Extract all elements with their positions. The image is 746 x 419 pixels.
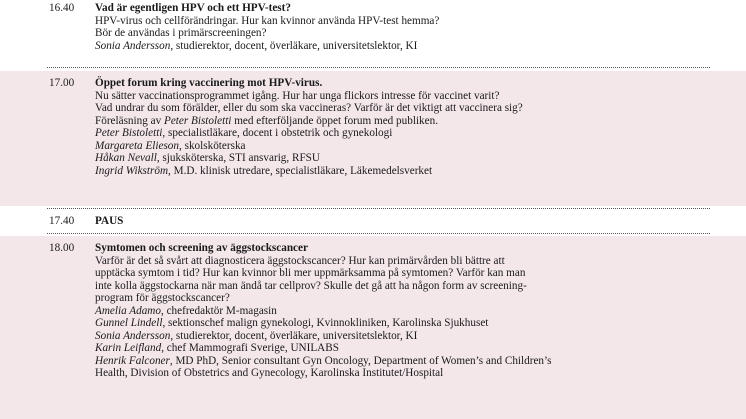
lecture-suffix: med efterföljande öppet forum med publiken. <box>231 114 438 127</box>
session-text-line: inte kolla äggstockarna när man ändå tar cellprov? Skulle det gå att ha någon form av screening- <box>95 279 527 292</box>
speaker-affiliation: Health, Division of Obstetrics and Gynecology, Karolinska Institutet/Hospital <box>95 367 444 379</box>
speaker <box>95 305 740 318</box>
session-content <box>95 2 740 52</box>
speaker-name: Henrik Falconer <box>95 354 170 367</box>
speaker-name: Margareta Elieson <box>95 139 179 152</box>
session-text-line: Bör de användas i primärscreeningen? <box>95 27 267 39</box>
divider <box>47 233 710 234</box>
speaker-name: Gunnel Lindell <box>95 317 163 329</box>
speaker <box>95 127 740 140</box>
speaker-role: , sjuksköterska, STI ansvarig, RFSU <box>156 152 320 164</box>
session-title: Symtomen och screening av äggstockscancer <box>95 242 308 254</box>
speaker-name: Karin Leifland <box>95 342 162 354</box>
session-1800 <box>0 236 746 419</box>
session-text-line: HPV-virus och cellförändringar. Hur kan kvinnor använda HPV-test hemma? <box>95 14 440 27</box>
session-text-line: Vad undrar du som förälder, eller du som ska vaccineras? Varför är det viktigt att vaccinera sig? <box>95 102 523 114</box>
divider <box>47 67 710 68</box>
speaker-role: , chef Mammografi Sverige, UNILABS <box>161 342 339 354</box>
divider <box>47 208 710 209</box>
speaker-role: , M.D. klinisk utredare, specialistläkare, Läkemedelsverket <box>168 164 433 177</box>
session-title: PAUS <box>95 215 124 227</box>
session-time: 17.40 <box>49 215 75 227</box>
speaker-role: , studierektor, docent, överläkare, universitetslektor, KI <box>170 329 418 342</box>
speaker <box>95 342 740 355</box>
session-text-line: Nu sätter vaccinationsprogrammet igång. Hur har unga flickors intresse för vaccinet varit? <box>95 89 500 102</box>
speaker-name: Håkan Nevall <box>95 152 157 164</box>
speaker <box>95 140 740 153</box>
speaker <box>95 165 740 178</box>
speaker-role: , chefredaktör M-magasin <box>160 304 277 317</box>
speaker-name: Sonia Andersson <box>95 329 171 342</box>
session-1640 <box>0 2 746 66</box>
session-text-line: upptäcka symtom i tid? Hur kan kvinnor bli mer uppmärksamma på symtomen? Varför kan man <box>95 267 526 279</box>
speaker-name: Amelia Adamo <box>95 304 161 317</box>
session-text-line: Varför är det så svårt att diagnosticera äggstockscancer? Hur kan primärvården bli bättre att <box>95 254 505 267</box>
session-content <box>95 242 740 380</box>
session-time: 16.40 <box>49 2 75 14</box>
speaker <box>95 330 740 343</box>
lecture-name: Peter Bistoletti <box>163 114 232 127</box>
speaker-name: Ingrid Wikström <box>95 164 169 177</box>
session-title: Öppet forum kring vaccinering mot HPV-virus. <box>95 77 323 89</box>
session-content <box>95 215 740 228</box>
session-content <box>95 77 740 177</box>
session-time: 18.00 <box>49 242 75 254</box>
lecture-line <box>95 115 740 128</box>
session-1740 <box>0 215 746 233</box>
speaker-role: , MD PhD, Senior consultant Gyn Oncology, Department of Women’s and Children’s <box>169 354 552 367</box>
session-time: 17.00 <box>49 77 75 89</box>
speaker-role: , studierektor, docent, överläkare, universitetslektor, KI <box>170 39 418 52</box>
speaker <box>95 317 740 330</box>
session-1700 <box>0 71 746 206</box>
speaker-role: , sektionschef malign gynekologi, Kvinnokliniken, Karolinska Sjukhuset <box>162 317 489 329</box>
speaker <box>95 152 740 165</box>
session-title: Vad är egentligen HPV och ett HPV-test? <box>95 2 291 14</box>
speaker <box>95 355 740 368</box>
speaker-name: Peter Bistoletti <box>95 127 163 139</box>
speaker-name: Sonia Andersson <box>95 39 171 52</box>
speaker-role: , skolsköterska <box>179 139 246 152</box>
speaker <box>95 40 740 53</box>
lecture-prefix: Föreläsning av <box>95 114 164 127</box>
speaker-role: , specialistläkare, docent i obstetrik och gynekologi <box>162 127 393 139</box>
session-text-line: program för äggstockscancer? <box>95 292 230 304</box>
